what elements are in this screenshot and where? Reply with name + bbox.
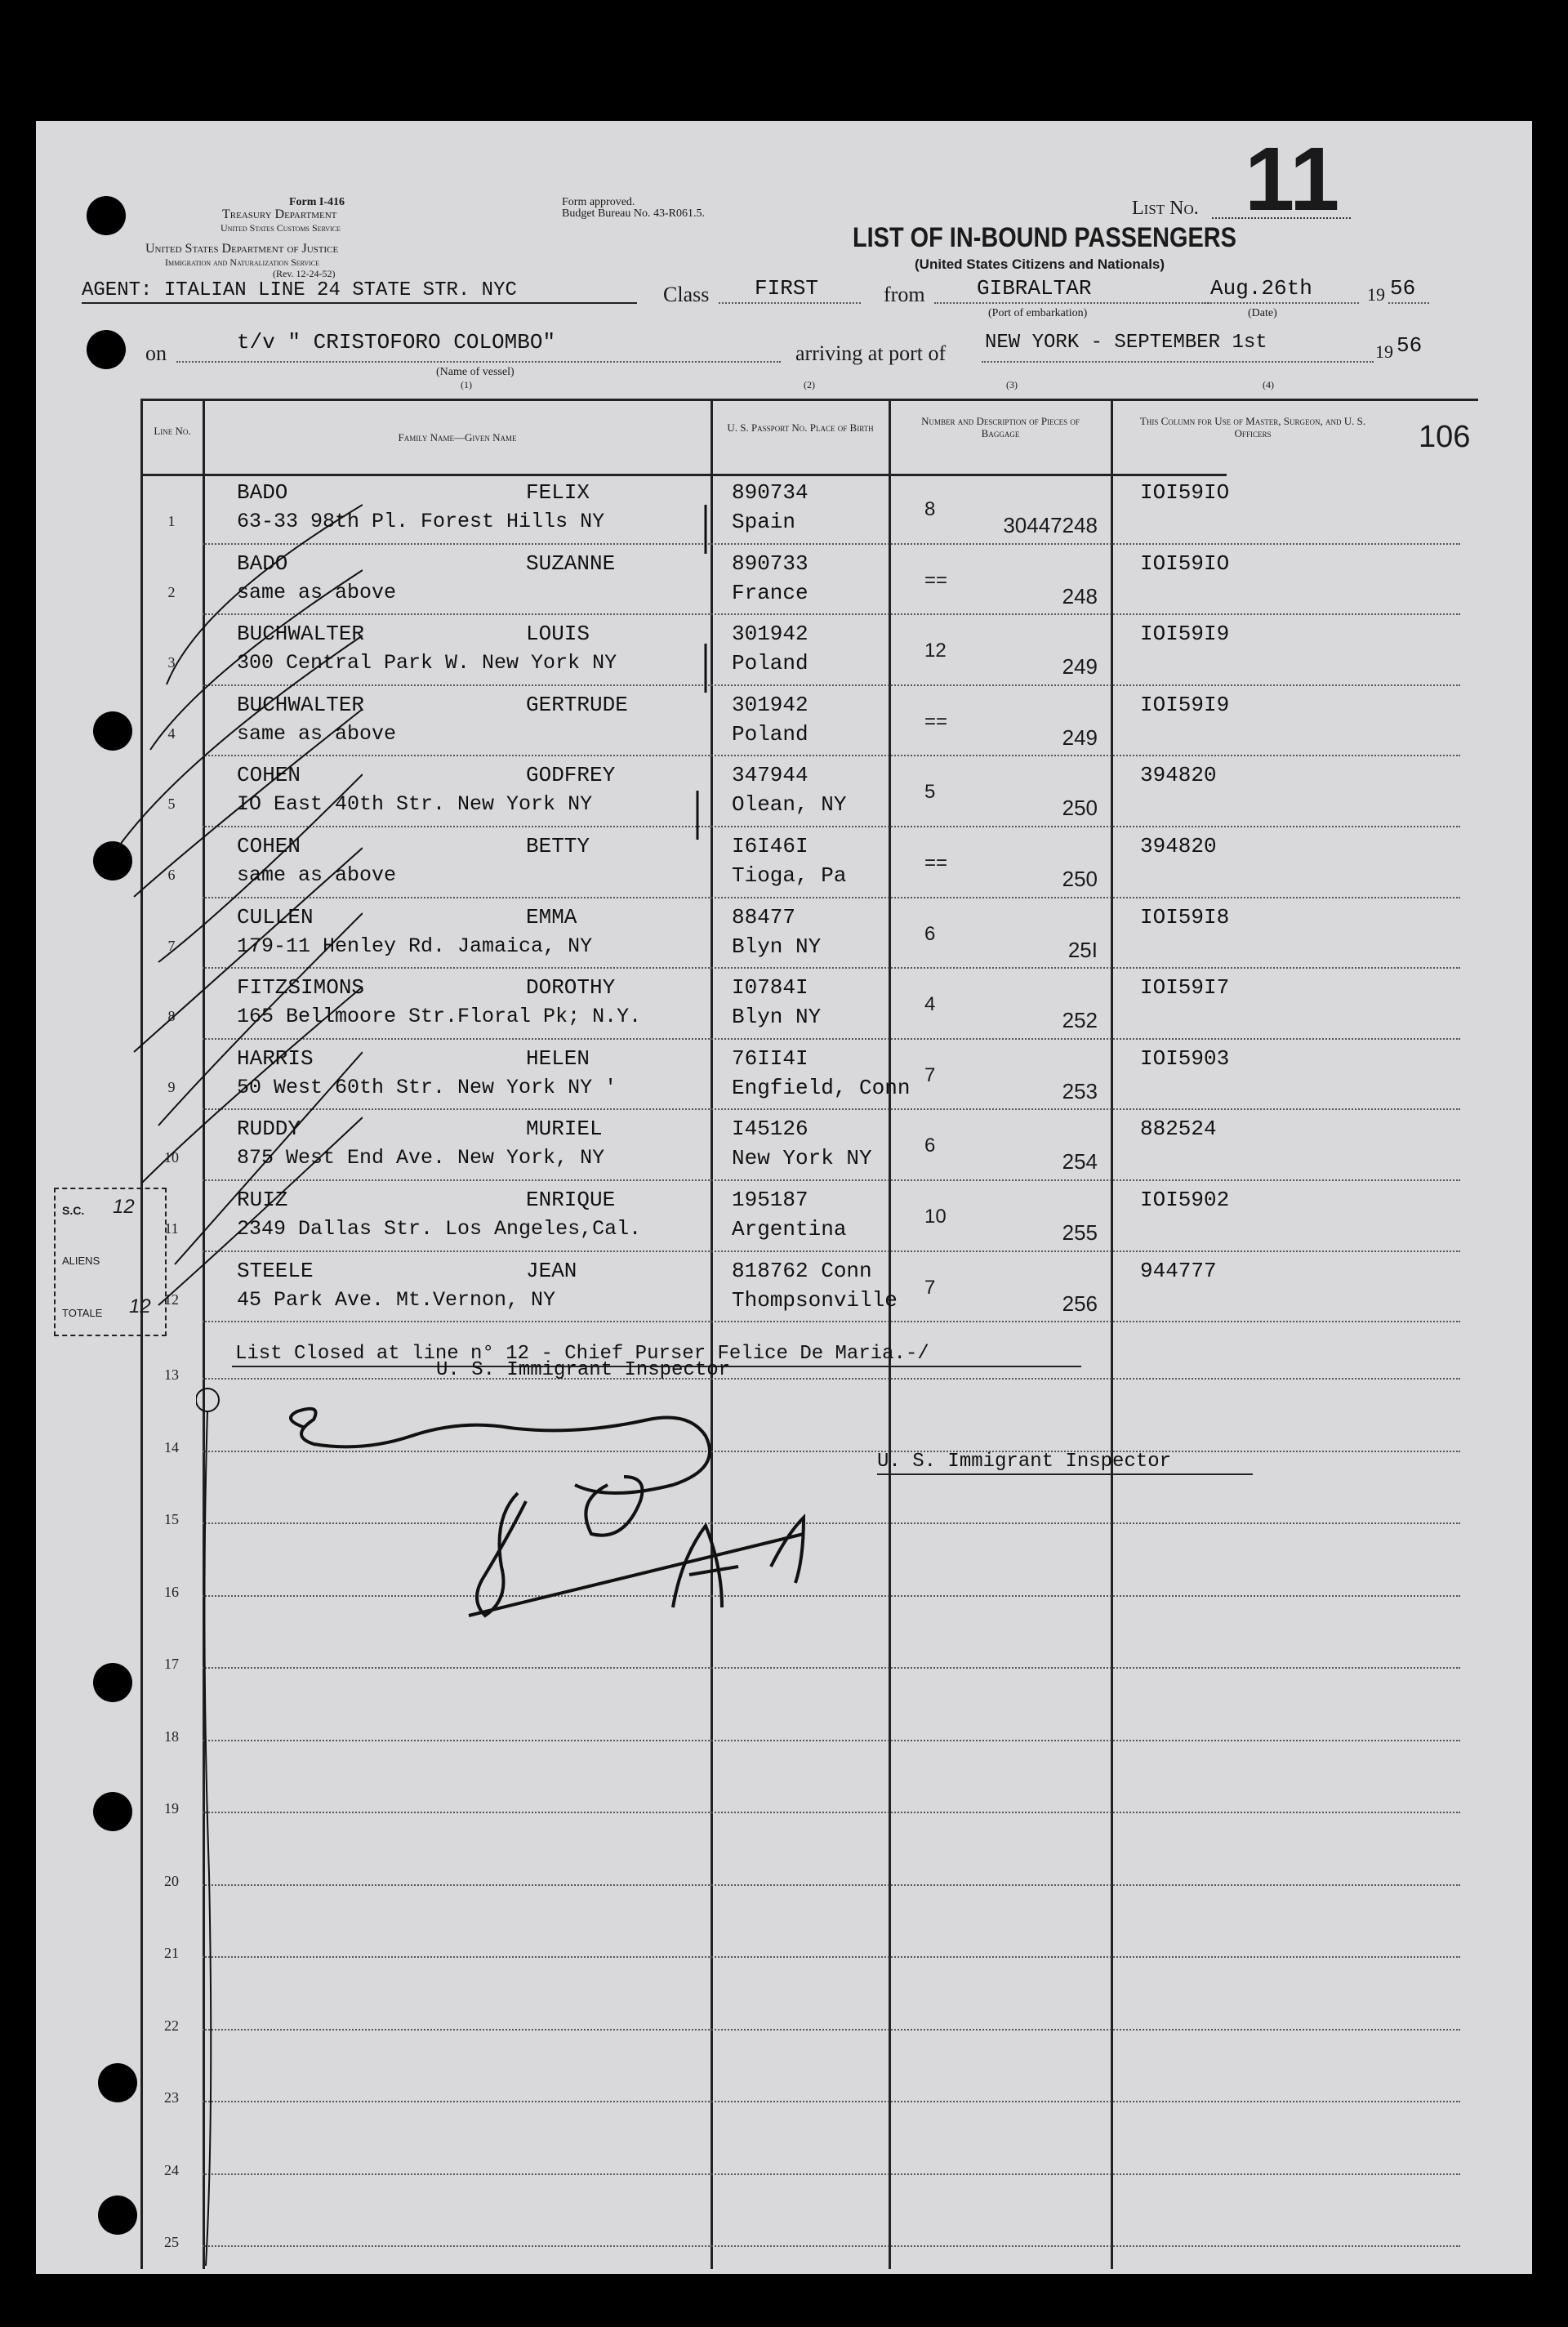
passenger-tick-marks xyxy=(673,497,722,1003)
row-divider xyxy=(203,2101,1460,2102)
row-divider xyxy=(203,2245,1460,2247)
treasury-dept: Treasury Department xyxy=(222,207,337,221)
col2-num: (2) xyxy=(804,379,815,390)
class-value: FIRST xyxy=(755,276,819,301)
address: 179-11 Henley Rd. Jamaica, NY xyxy=(237,934,593,958)
line-number: 17 xyxy=(164,1656,179,1673)
baggage-pieces: == xyxy=(924,568,948,591)
given-name: JEAN xyxy=(526,1258,577,1283)
date-caption: (Date) xyxy=(1248,307,1277,319)
place-of-birth: Olean, NY xyxy=(732,792,847,818)
officer-number: 944777 xyxy=(1140,1258,1217,1283)
place-of-birth: Blyn NY xyxy=(732,1005,822,1030)
officer-number: IOI59IO xyxy=(1140,551,1230,576)
given-name: LOUIS xyxy=(526,622,590,647)
given-name: BETTY xyxy=(526,834,590,858)
given-name: FELIX xyxy=(526,480,590,505)
punch-hole xyxy=(98,2063,137,2102)
address: 50 West 60th Str. New York NY ' xyxy=(237,1075,617,1099)
line-number: 11 xyxy=(164,1220,179,1237)
row-divider xyxy=(203,1378,1460,1380)
line-number: 18 xyxy=(164,1727,179,1745)
revision: (Rev. 12-24-52) xyxy=(273,268,336,279)
page-title: LIST OF IN-BOUND PASSENGERS xyxy=(853,222,1236,253)
passport-number: 818762 Conn xyxy=(732,1258,872,1283)
officer-number: IOI59I9 xyxy=(1140,622,1230,647)
passport-number: I0784I xyxy=(732,975,808,1001)
place-of-birth: Tioga, Pa xyxy=(732,863,847,888)
baggage-number: 250 xyxy=(1062,796,1098,821)
row-divider xyxy=(203,1884,1460,1886)
row-divider xyxy=(203,1956,1460,1958)
arriving-year-prefix: 19 xyxy=(1375,341,1393,362)
officer-number: IOI5902 xyxy=(1140,1188,1230,1212)
col-header-line: Line No. xyxy=(154,425,191,437)
inspector-label-2: U. S. Immigrant Inspector xyxy=(877,1451,1172,1473)
baggage-number: 252 xyxy=(1062,1008,1098,1033)
address: same as above xyxy=(237,580,397,604)
row-divider xyxy=(203,2173,1460,2175)
place-of-birth: Poland xyxy=(732,651,808,676)
place-of-birth: Argentina xyxy=(732,1217,847,1242)
given-name: HELEN xyxy=(526,1045,590,1071)
line-number: 24 xyxy=(164,2161,179,2178)
given-name: MURIEL xyxy=(526,1117,603,1142)
officer-number: 882524 xyxy=(1140,1117,1217,1142)
line-number: 15 xyxy=(164,1511,179,1528)
family-name: STEELE xyxy=(237,1258,314,1283)
manifest-sheet xyxy=(36,121,1532,2274)
agent-line: AGENT: ITALIAN LINE 24 STATE STR. NYC xyxy=(82,279,517,301)
place-of-birth: Engfield, Conn xyxy=(732,1075,911,1100)
list-no-label: List No. xyxy=(1132,198,1199,219)
baggage-number: 249 xyxy=(1062,654,1098,680)
vessel-name: t/v " CRISTOFORO COLOMBO" xyxy=(237,330,556,354)
col-header-officers: This Column for Use of Master, Surgeon, and U. S. Officers xyxy=(1139,415,1366,439)
officer-number: 394820 xyxy=(1140,763,1217,788)
passport-number: 76II4I xyxy=(732,1045,808,1071)
row-divider xyxy=(203,897,1460,898)
family-name: BUCHWALTER xyxy=(237,692,365,717)
line-number: 19 xyxy=(164,1800,179,1817)
address: 165 Bellmoore Str.Floral Pk; N.Y. xyxy=(237,1005,642,1029)
col4-num: (4) xyxy=(1263,379,1274,390)
customs-service: United States Customs Service xyxy=(220,222,341,234)
line-number: 22 xyxy=(164,2017,179,2034)
baggage-pieces: 5 xyxy=(924,781,936,804)
row-divider xyxy=(203,1740,1460,1741)
col-header-passport: U. S. Passport No. Place of Birth xyxy=(727,421,874,434)
line-number: 2 xyxy=(167,583,176,600)
given-name: ENRIQUE xyxy=(526,1188,616,1212)
year-prefix: 19 xyxy=(1367,284,1385,305)
line-number: 4 xyxy=(167,724,176,742)
from-value: GIBRALTAR xyxy=(977,276,1092,301)
address: 2349 Dallas Str. Los Angeles,Cal. xyxy=(237,1217,642,1241)
baggage-pieces: 6 xyxy=(924,922,936,945)
form-approved: Form approved. xyxy=(562,196,635,208)
address: 45 Park Ave. Mt.Vernon, NY xyxy=(237,1287,556,1312)
family-name: BADO xyxy=(237,480,288,505)
line-number: 13 xyxy=(164,1366,179,1384)
place-of-birth: Poland xyxy=(732,721,808,747)
punch-hole xyxy=(87,330,126,369)
punch-hole xyxy=(87,196,126,235)
row-divider xyxy=(203,1179,1460,1181)
passport-number: 195187 xyxy=(732,1188,808,1212)
port-caption: (Port of embarkation) xyxy=(988,307,1088,319)
family-name: CULLEN xyxy=(237,904,314,929)
from-label: from xyxy=(884,283,925,306)
line-number: 25 xyxy=(164,2234,179,2251)
arriving-label: arriving at port of xyxy=(795,341,947,365)
arriving-value: NEW YORK - SEPTEMBER 1st xyxy=(985,332,1267,354)
family-name: RUDDY xyxy=(237,1117,301,1142)
given-name: DOROTHY xyxy=(526,975,616,1001)
line-number: 8 xyxy=(167,1008,176,1025)
row-divider xyxy=(203,755,1460,756)
baggage-pieces: 12 xyxy=(924,640,947,662)
baggage-number: 255 xyxy=(1062,1220,1098,1245)
baggage-number: 30447248 xyxy=(1003,513,1098,537)
baggage-pieces: == xyxy=(924,710,948,733)
family-name: RUIZ xyxy=(237,1188,288,1212)
baggage-pieces: == xyxy=(924,852,948,874)
given-name: GODFREY xyxy=(526,763,616,788)
baggage-number: 253 xyxy=(1062,1078,1098,1103)
alien-count-stamp: S.C. 12 ALIENS TOTALE 12 xyxy=(54,1188,167,1336)
form-number: Form I-416 xyxy=(289,196,345,208)
family-name: BUCHWALTER xyxy=(237,622,365,647)
vessel-caption: (Name of vessel) xyxy=(436,366,514,378)
address: 300 Central Park W. New York NY xyxy=(237,651,617,675)
family-name: FITZSIMONS xyxy=(237,975,365,1001)
baggage-number: 254 xyxy=(1062,1149,1098,1175)
arriving-year: 56 xyxy=(1396,333,1423,358)
row-divider xyxy=(203,1812,1460,1813)
baggage-number: 25I xyxy=(1067,937,1098,962)
passport-number: 301942 xyxy=(732,692,808,717)
passport-number: I45126 xyxy=(732,1117,808,1142)
col-header-baggage: Number and Description of Pieces of Baggage xyxy=(921,415,1080,439)
officer-number: IOI5903 xyxy=(1140,1045,1230,1071)
justice-dept: United States Department of Justice xyxy=(145,242,339,256)
list-number: 11 xyxy=(1245,129,1340,230)
place-of-birth: Thompsonville xyxy=(732,1287,898,1313)
closing-note: List Closed at line n° 12 - Chief Purser Felice De Maria.-/ xyxy=(235,1343,929,1365)
punch-hole xyxy=(93,1792,132,1831)
page-number: 106 xyxy=(1419,420,1471,454)
line-number: 5 xyxy=(167,796,176,813)
row-divider xyxy=(203,1038,1460,1040)
row-divider xyxy=(203,2029,1460,2031)
col3-num: (3) xyxy=(1006,379,1018,390)
officer-number: 394820 xyxy=(1140,834,1217,858)
baggage-pieces: 10 xyxy=(924,1206,947,1228)
line-number: 7 xyxy=(167,937,176,954)
line-number: 23 xyxy=(164,2089,179,2106)
baggage-number: 250 xyxy=(1062,867,1098,891)
row-divider xyxy=(203,613,1460,615)
baggage-pieces: 8 xyxy=(924,498,936,520)
line-number: 1 xyxy=(167,513,176,529)
date-value: Aug.26th xyxy=(1210,276,1312,301)
passport-number: 890734 xyxy=(732,480,808,505)
baggage-pieces: 6 xyxy=(924,1135,936,1157)
on-label: on xyxy=(145,341,167,365)
baggage-number: 256 xyxy=(1062,1291,1098,1316)
inspector-signature xyxy=(265,1403,869,1681)
passport-number: 301942 xyxy=(732,622,808,647)
class-label: Class xyxy=(663,283,710,306)
baggage-pieces: 7 xyxy=(924,1276,936,1299)
row-divider xyxy=(203,967,1460,969)
margin-line xyxy=(196,1384,220,2266)
col-header-name: Family Name—Given Name xyxy=(398,431,517,444)
family-name: HARRIS xyxy=(237,1045,314,1071)
address: IO East 40th Str. New York NY xyxy=(237,792,593,817)
place-of-birth: Spain xyxy=(732,510,796,534)
row-divider xyxy=(203,1108,1460,1110)
row-divider xyxy=(203,826,1460,827)
row-divider xyxy=(203,684,1460,686)
given-name: SUZANNE xyxy=(526,551,616,576)
row-divider xyxy=(203,1250,1460,1252)
address: 875 West End Ave. New York, NY xyxy=(237,1146,605,1170)
punch-hole xyxy=(93,1663,132,1702)
row-divider xyxy=(203,543,1460,545)
line-number: 10 xyxy=(164,1149,179,1166)
vessel-num: (1) xyxy=(461,379,472,390)
family-name: COHEN xyxy=(237,834,301,858)
inspector-label-1: U. S. Immigrant Inspector xyxy=(436,1359,731,1381)
tally-marks xyxy=(85,480,363,1330)
passport-number: I6I46I xyxy=(732,834,808,858)
baggage-number: 249 xyxy=(1062,724,1098,750)
passport-number: 890733 xyxy=(732,551,808,576)
baggage-pieces: 7 xyxy=(924,1063,936,1086)
line-number: 6 xyxy=(167,867,176,883)
place-of-birth: Blyn NY xyxy=(732,934,822,959)
address: same as above xyxy=(237,863,397,887)
line-number: 16 xyxy=(164,1583,179,1600)
budget-bureau: Budget Bureau No. 43-R061.5. xyxy=(562,207,705,220)
place-of-birth: France xyxy=(732,580,808,605)
line-number: 12 xyxy=(164,1291,179,1308)
line-number: 20 xyxy=(164,1872,179,1889)
passport-number: 88477 xyxy=(732,904,796,929)
line-number: 9 xyxy=(167,1078,176,1095)
given-name: EMMA xyxy=(526,904,577,929)
family-name: BADO xyxy=(237,551,288,576)
punch-hole xyxy=(98,2195,137,2235)
row-divider xyxy=(203,1321,1460,1322)
line-number: 3 xyxy=(167,654,176,671)
address: same as above xyxy=(237,721,397,746)
baggage-pieces: 4 xyxy=(924,993,936,1016)
line-number: 21 xyxy=(164,1945,179,1962)
given-name: GERTRUDE xyxy=(526,692,628,717)
officer-number: IOI59IO xyxy=(1140,480,1230,505)
officer-number: IOI59I9 xyxy=(1140,692,1230,717)
place-of-birth: New York NY xyxy=(732,1146,872,1171)
family-name: COHEN xyxy=(237,763,301,788)
line-number: 14 xyxy=(164,1438,179,1455)
baggage-number: 248 xyxy=(1062,583,1098,608)
page-subtitle: (United States Citizens and Nationals) xyxy=(915,256,1165,272)
officer-number: IOI59I8 xyxy=(1140,904,1230,929)
passport-number: 347944 xyxy=(732,763,808,788)
year-value: 56 xyxy=(1390,276,1416,301)
officer-number: IOI59I7 xyxy=(1140,975,1230,1001)
address: 63-33 98th Pl. Forest Hills NY xyxy=(237,510,605,533)
ins-service: Immigration and Naturalization Service xyxy=(165,256,320,268)
